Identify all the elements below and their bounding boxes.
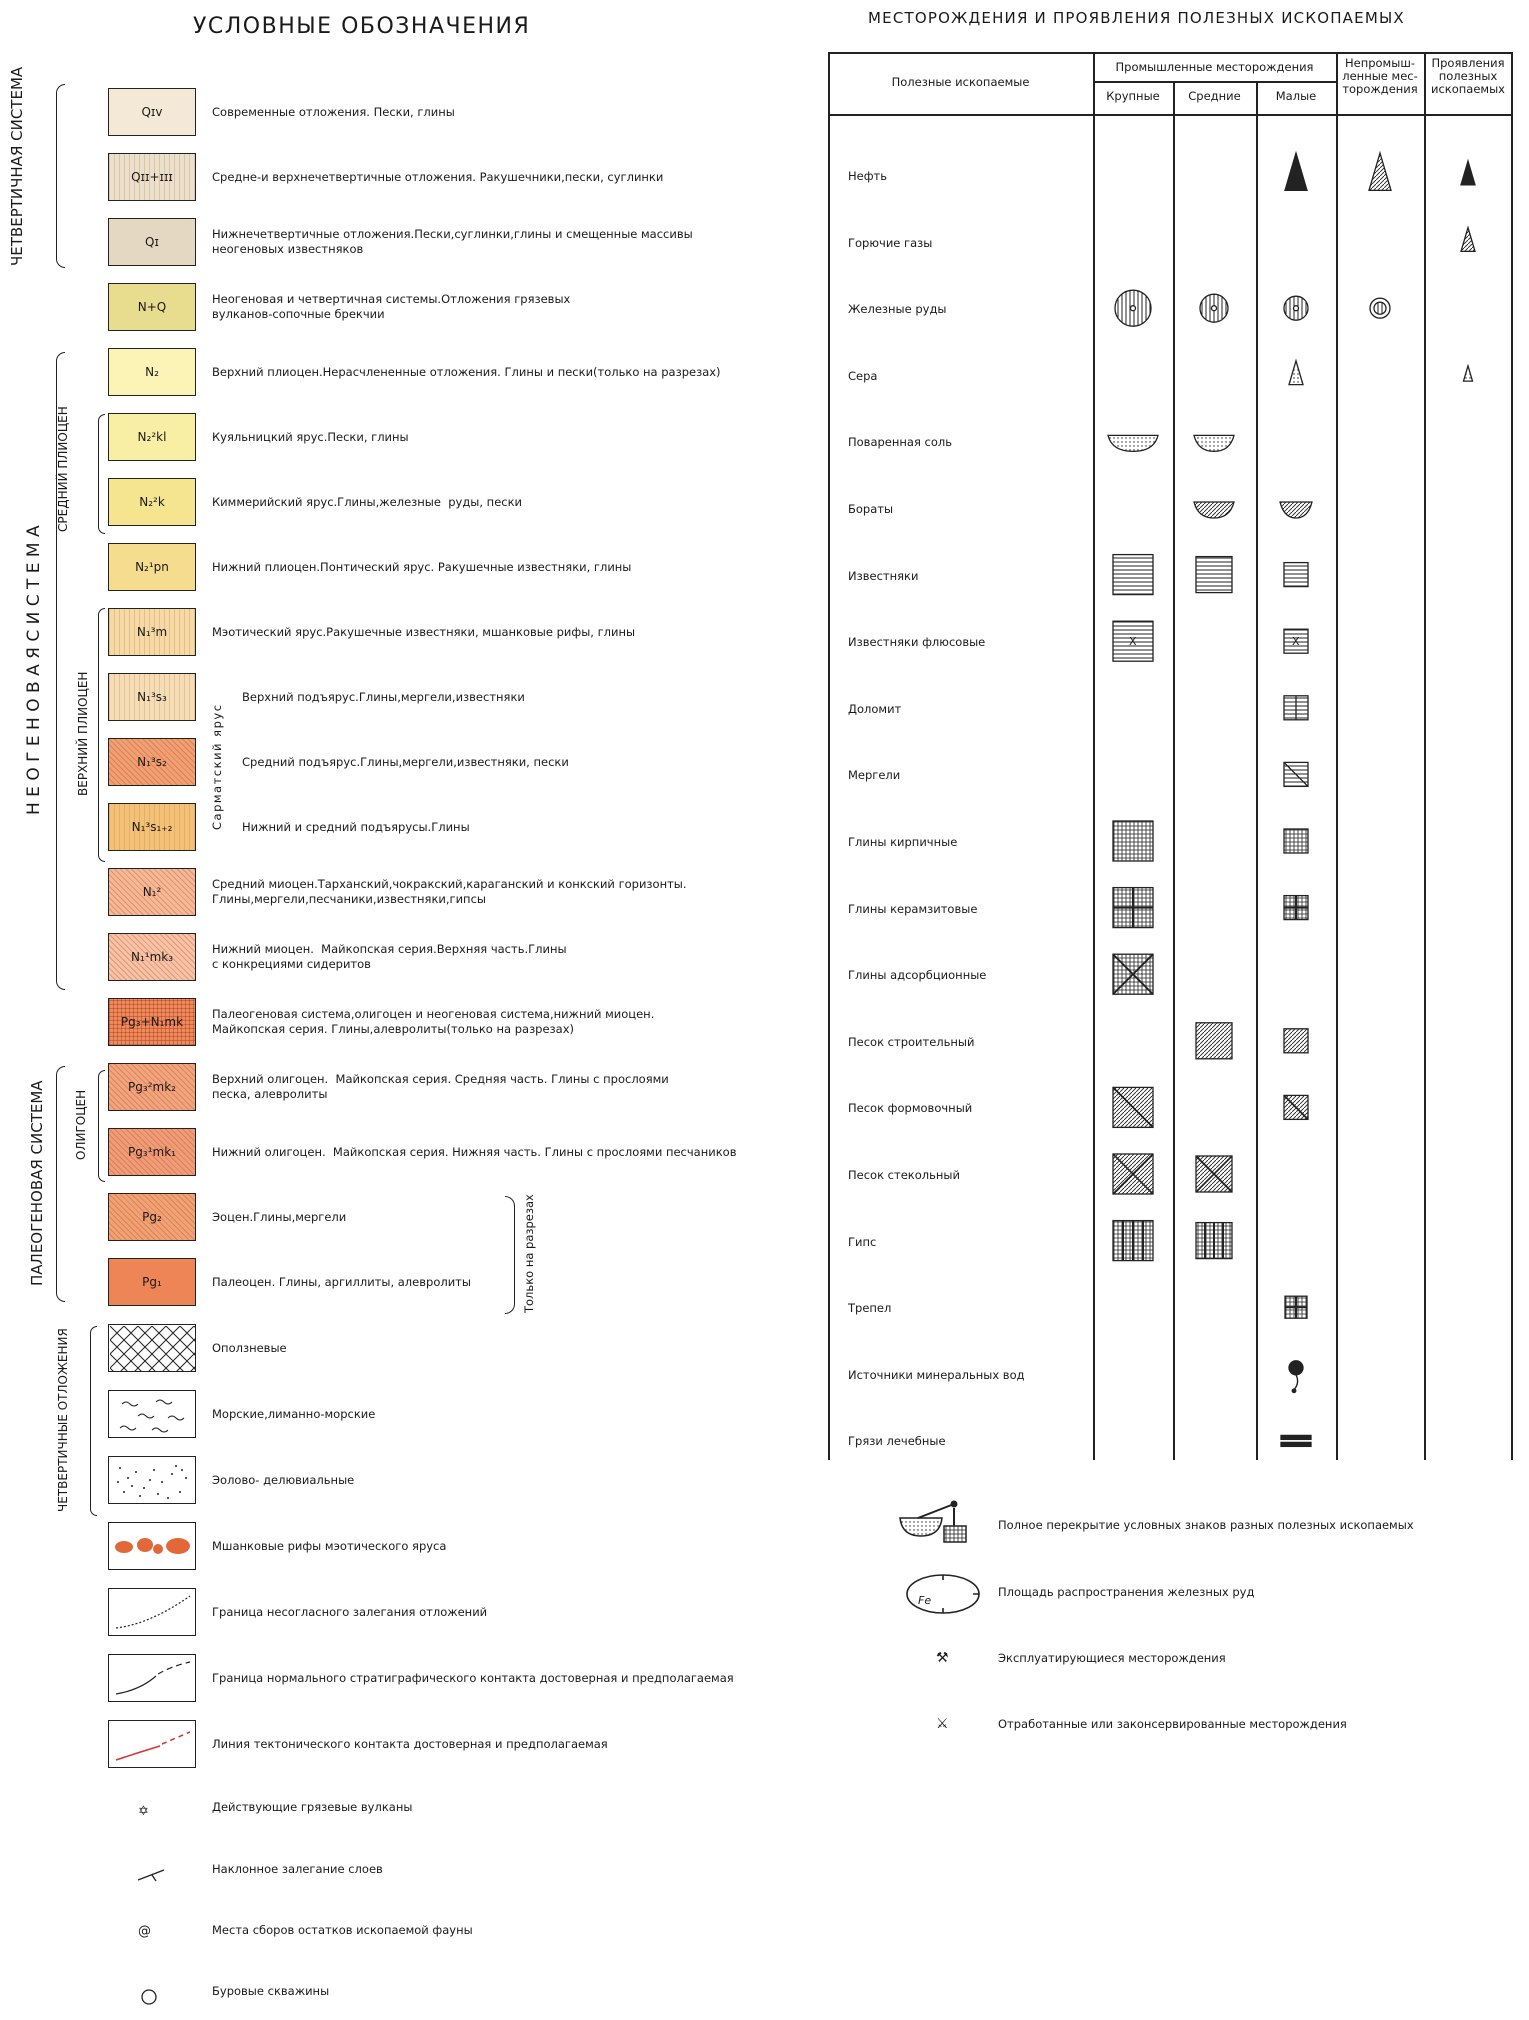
stratum-box: [108, 153, 196, 201]
mineral-row-label: Поваренная соль: [848, 435, 953, 450]
stratum-box: [108, 543, 196, 591]
oligocene-label: ОЛИГОЦЕН: [74, 1089, 88, 1161]
eolian-pattern: [108, 1456, 196, 1504]
stratum-description: Палеогеновая система,олигоцен и неогеновая система,нижний миоцен. Майкопская серия. Глины,алевролиты(только на разрезах): [212, 1007, 655, 1036]
unconformity-pattern: [108, 1588, 196, 1636]
mineral-row-label: Источники минеральных вод: [848, 1367, 1025, 1382]
borehole-icon: [140, 1988, 158, 2006]
upper-pliocene-label: ВЕРХНИЙ ПЛИОЦЕН: [76, 671, 90, 797]
mineral-symbols: [828, 52, 1514, 1462]
col-nonindustrial: Непромыш- ленные мес- торождения: [1342, 56, 1418, 96]
stratum-code: Pg₁: [142, 1275, 162, 1289]
stratum-description: Верхний подъярус.Глины,мергели,известняки: [242, 689, 525, 704]
col-large: Крупные: [1106, 89, 1160, 103]
stratum-box: [108, 88, 196, 136]
mineral-row-label: Горючие газы: [848, 235, 933, 250]
stratum-box: [108, 413, 196, 461]
mineral-row-label: Мергели: [848, 768, 901, 783]
stratum-code: N₁²: [142, 885, 162, 899]
quat-deposits-label: ЧЕТВЕРТИЧНЫЕ ОТЛОЖЕНИЯ: [56, 1328, 70, 1512]
deposit-description: Мшанковые рифы мэотического яруса: [212, 1539, 447, 1553]
stratum-code: Qɪᴠ: [141, 105, 163, 119]
col-industrial: Промышленные месторождения: [1115, 60, 1314, 74]
stratum-code: Qɪ: [145, 235, 159, 249]
stratum-code: N₁¹mk₃: [130, 950, 174, 964]
stratum-code: N₂¹pn: [135, 560, 169, 574]
col-minerals: Полезные ископаемые: [891, 75, 1030, 89]
stratum-code: N₂²k: [139, 495, 165, 509]
col-showings: Проявления полезных ископаемых: [1431, 56, 1505, 96]
tectonic-contact-pattern: [108, 1720, 196, 1768]
stratum-description: Нижний олигоцен. Майкопская серия. Нижняя часть. Глины с прослоями песчаников: [212, 1144, 737, 1159]
oligocene-bracket: [98, 1070, 105, 1182]
stratum-box: [108, 1193, 196, 1241]
marker-description: Буровые скважины: [212, 1984, 330, 1998]
stratum-box: [108, 348, 196, 396]
deposit-description: Линия тектонического контакта достоверная и предполагаемая: [212, 1737, 608, 1751]
stratum-code: N₁³s₁₊₂: [131, 820, 173, 834]
mid-pliocene-bracket: [98, 414, 105, 534]
marker-description: Действующие грязевые вулканы: [212, 1800, 413, 1814]
stratum-code: N₁³m: [136, 625, 168, 639]
col-small: Малые: [1275, 89, 1317, 103]
stratum-box: [108, 803, 196, 851]
deposit-description: Оползневые: [212, 1341, 287, 1355]
upper-pliocene-bracket: [98, 608, 105, 862]
deposit-description: Эолово- делювиальные: [212, 1473, 355, 1487]
stratum-code: Pg₃¹mk₁: [128, 1145, 176, 1159]
stratum-box: [108, 673, 196, 721]
stratum-description: Нижнечетвертичные отложения.Пески,суглинки,глины и смещенные массивы неогеновых известняков: [212, 227, 693, 256]
deposit-description: Граница нормального стратиграфического контакта достоверная и предполагаемая: [212, 1671, 734, 1685]
deposit-description: Граница несогласного залегания отложений: [212, 1605, 488, 1619]
stratum-description: Средне-и верхнечетвертичные отложения. Ракушечники,пески, суглинки: [212, 169, 664, 184]
svg-text:X: X: [1292, 635, 1300, 649]
mud-volcano-icon: ✡: [138, 1804, 149, 1819]
stratum-box: [108, 1128, 196, 1176]
stratum-code: Pg₂: [142, 1210, 162, 1224]
stratum-description: Верхний олигоцен. Майкопская серия. Средняя часть. Глины с прослоями песка, алевролиты: [212, 1072, 669, 1101]
stratum-code: Pg₃²mk₂: [128, 1080, 176, 1094]
iron-area-icon: [902, 1570, 984, 1618]
active-mine-icon: ⚒: [936, 1650, 949, 1666]
stratum-code: N₂: [145, 365, 159, 379]
stratum-description: Киммерийский ярус.Глины,железные руды, пески: [212, 494, 523, 509]
mid-pliocene-label: СРЕДНИЙ ПЛИОЦЕН: [56, 406, 70, 532]
minerals-title: МЕСТОРОЖДЕНИЯ И ПРОЯВЛЕНИЯ ПОЛЕЗНЫХ ИСКОПАЕМЫХ: [868, 9, 1405, 27]
stratum-box: [108, 933, 196, 981]
stratum-code: Pg₃+N₁mk: [120, 1015, 184, 1029]
stratum-box: [108, 1258, 196, 1306]
reef-pattern: [108, 1522, 196, 1570]
mineral-row-label: Песок строительный: [848, 1034, 975, 1049]
neogene-label: Н Е О Г Е Н О В А Я С И С Т Е М А: [24, 525, 44, 815]
stratum-description: Куяльницкий ярус.Пески, глины: [212, 429, 409, 444]
quaternary-label: ЧЕТВЕРТИЧНАЯ СИСТЕМА: [8, 66, 26, 266]
mineral-row-label: Песок формовочный: [848, 1101, 973, 1116]
mineral-row-label: Трепел: [848, 1301, 892, 1316]
sections-bracket: [505, 1196, 515, 1314]
normal-contact-pattern: [108, 1654, 196, 1702]
mineral-row-label: Железные руды: [848, 302, 947, 317]
quaternary-bracket: [56, 84, 65, 268]
footnote-active-mines: Эксплуатирующиеся месторождения: [998, 1651, 1226, 1665]
stratum-description: Палеоцен. Глины, аргиллиты, алевролиты: [212, 1274, 471, 1289]
stratum-box: [108, 868, 196, 916]
mineral-row-label: Глины адсорбционные: [848, 968, 987, 983]
mineral-row-label: Глины кирпичные: [848, 835, 958, 849]
mineral-row-label: Сера: [848, 368, 878, 383]
stratum-code: N₁³s₃: [137, 690, 167, 704]
mineral-row-label: Нефть: [848, 169, 888, 183]
stratum-box: [108, 1063, 196, 1111]
mineral-row-label: Песок стекольный: [848, 1168, 960, 1182]
dip-icon: [136, 1866, 170, 1882]
landslide-pattern: [108, 1324, 196, 1372]
svg-text:Fe: Fe: [918, 1594, 932, 1607]
stratum-box: [108, 283, 196, 331]
stratum-description: Нижний плиоцен.Понтический ярус. Ракушечные известняки, глины: [212, 559, 632, 574]
stratum-box: [108, 998, 196, 1046]
marker-description: Наклонное залегание слоев: [212, 1862, 383, 1876]
sarmatian-label: Сарматский ярус: [210, 703, 224, 831]
col-medium: Средние: [1188, 89, 1241, 103]
stratum-description: Средний миоцен.Тарханский,чокракский,караганский и конкский горизонты. Глины,мергели,песчаники,известняки,гипсы: [212, 877, 687, 906]
stratum-description: Верхний плиоцен.Нерасчлененные отложения. Глины и пески(только на разрезах): [212, 364, 721, 379]
stratum-description: Нижний и средний подъярусы.Глины: [242, 819, 470, 834]
stratum-box: [108, 218, 196, 266]
stratum-description: Средний подъярус.Глины,мергели,известняки, пески: [242, 754, 569, 769]
stratum-code: Qɪɪ+ɪɪɪ: [131, 170, 173, 184]
stratum-box: [108, 608, 196, 656]
paleogene-bracket: [56, 1066, 65, 1302]
closed-mine-icon: ⚔: [936, 1716, 949, 1732]
marine-pattern: [108, 1390, 196, 1438]
svg-text:X: X: [1129, 635, 1137, 649]
stratum-code: N₁³s₂: [137, 755, 167, 769]
footnote-iron-area: Площадь распространения железных руд: [998, 1585, 1255, 1599]
mineral-row-label: Глины керамзитовые: [848, 901, 978, 916]
legend-title: УСЛОВНЫЕ ОБОЗНАЧЕНИЯ: [193, 14, 531, 39]
stratum-box: [108, 738, 196, 786]
stratum-description: Мэотический ярус.Ракушечные известняки, мшанковые рифы, глины: [212, 624, 636, 639]
mineral-row-label: Гипс: [848, 1234, 877, 1249]
stratum-box: [108, 478, 196, 526]
stratum-description: Нижний миоцен. Майкопская серия.Верхняя часть.Глины с конкрециями сидеритов: [212, 942, 567, 971]
mineral-row-label: Грязи лечебные: [848, 1434, 946, 1449]
marker-description: Места сборов остатков ископаемой фауны: [212, 1923, 473, 1937]
stratum-code: N₂²kl: [137, 430, 167, 444]
stratum-description: Современные отложения. Пески, глины: [212, 104, 455, 119]
footnote-overlap: Полное перекрытие условных знаков разных полезных ископаемых: [998, 1518, 1414, 1532]
fossil-icon: @: [138, 1924, 151, 1939]
mineral-row-label: Известняки: [848, 568, 919, 583]
mineral-row-label: Известняки флюсовые: [848, 635, 986, 650]
paleogene-label: ПАЛЕОГЕНОВАЯ СИСТЕМА: [28, 1080, 46, 1286]
footnote-closed-mines: Отработанные или законсервированные месторождения: [998, 1717, 1347, 1731]
sections-label: Только на разрезах: [522, 1194, 536, 1314]
mineral-row-label: Доломит: [848, 701, 902, 716]
deposit-description: Морские,лиманно-морские: [212, 1407, 376, 1421]
overlap-icon: [896, 1500, 976, 1546]
mineral-row-label: Бораты: [848, 502, 894, 516]
stratum-description: Эоцен.Глины,мергели: [212, 1209, 347, 1224]
stratum-description: Неогеновая и четвертичная системы.Отложения грязевых вулканов-сопочные брекчии: [212, 292, 571, 321]
stratum-code: N+Q: [137, 300, 167, 314]
